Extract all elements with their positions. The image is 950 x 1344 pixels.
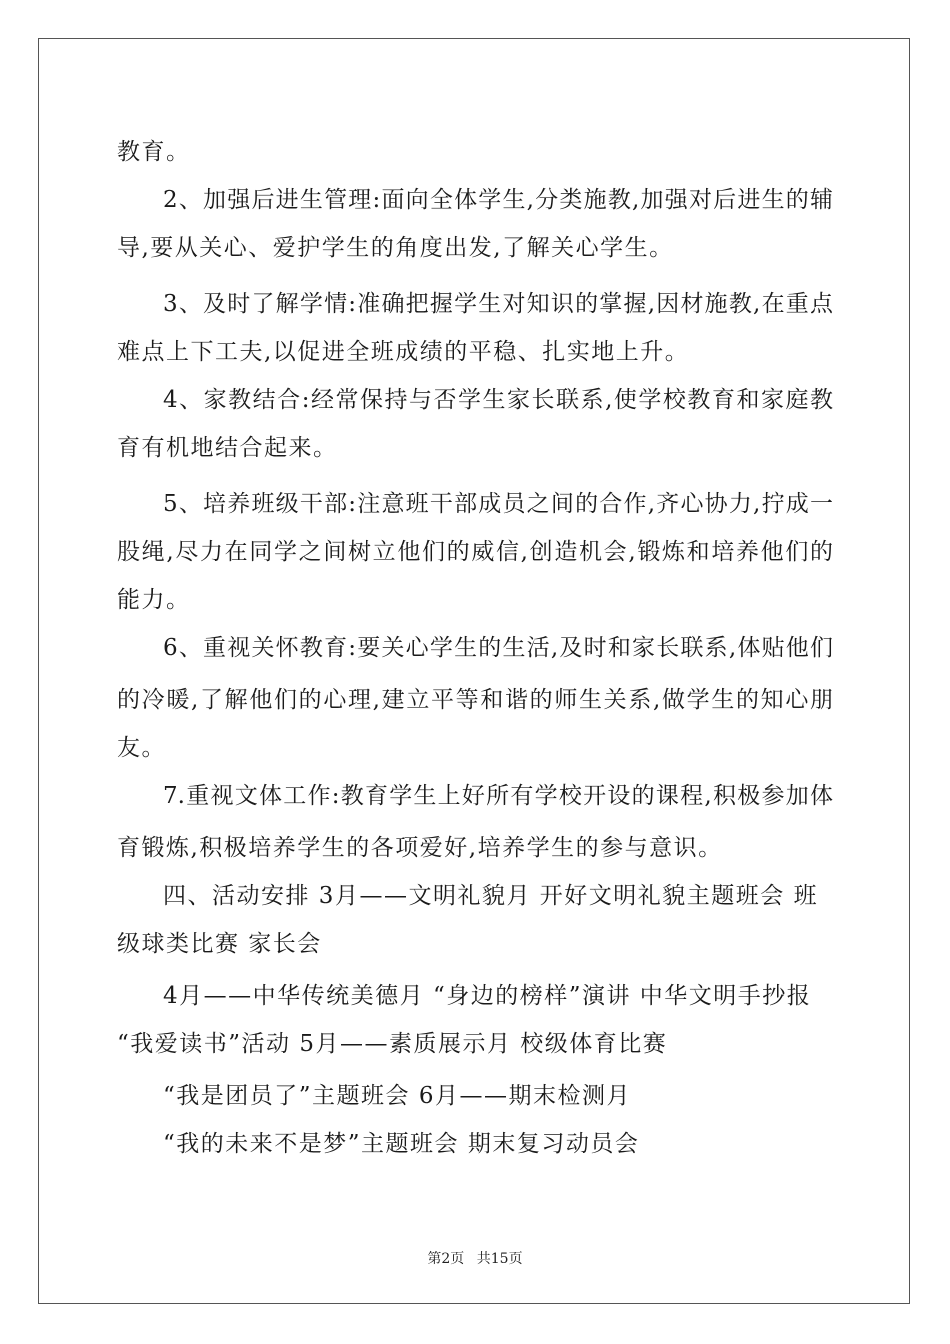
- text-line-14: 7.重视文体工作:教育学生上好所有学校开设的课程,积极参加体: [163, 783, 833, 809]
- page-border: [38, 38, 910, 1304]
- text-line-20: “我是团员了”主题班会 6月——期末检测月: [163, 1083, 631, 1109]
- text-line-13: 友。: [117, 735, 166, 761]
- text-line-4: 3、及时了解学情:准确把握学生对知识的掌握,因材施教,在重点: [163, 291, 833, 317]
- text-line-16: 四、活动安排 3月——文明礼貌月 开好文明礼貌主题班会 班: [163, 883, 819, 909]
- text-line-11: 6、重视关怀教育:要关心学生的生活,及时和家长联系,体贴他们: [163, 635, 833, 661]
- text-line-17: 级球类比赛 家长会: [117, 931, 322, 957]
- page-footer: [0, 1248, 950, 1268]
- text-line-19: “我爱读书”活动 5月——素质展示月 校级体育比赛: [117, 1031, 668, 1057]
- text-line-15: 育锻炼,积极培养学生的各项爱好,培养学生的参与意识。: [117, 835, 723, 861]
- text-line-10: 能力。: [117, 587, 191, 613]
- text-line-18: 4月——中华传统美德月 “身边的榜样”演讲 中华文明手抄报: [163, 983, 812, 1009]
- text-line-5: 难点上下工夫,以促进全班成绩的平稳、扎实地上升。: [117, 339, 690, 365]
- page-total: 共15页: [476, 1251, 523, 1267]
- text-line-12: 的冷暖,了解他们的心理,建立平等和谐的师生关系,做学生的知心朋: [117, 687, 833, 713]
- text-line-3: 导,要从关心、爱护学生的角度出发,了解关心学生。: [117, 235, 674, 261]
- text-line-2: 2、加强后进生管理:面向全体学生,分类施教,加强对后进生的辅: [163, 187, 833, 213]
- text-line-21: “我的未来不是梦”主题班会 期末复习动员会: [163, 1131, 640, 1157]
- page-number: 第2页: [427, 1251, 465, 1267]
- text-line-7: 育有机地结合起来。: [117, 435, 338, 461]
- text-line-1: 教育。: [117, 139, 191, 165]
- text-line-8: 5、培养班级干部:注意班干部成员之间的合作,齐心协力,拧成一: [163, 491, 833, 517]
- text-line-9: 股绳,尽力在同学之间树立他们的威信,创造机会,锻炼和培养他们的: [117, 539, 833, 565]
- text-line-6: 4、家教结合:经常保持与否学生家长联系,使学校教育和家庭教: [163, 387, 833, 413]
